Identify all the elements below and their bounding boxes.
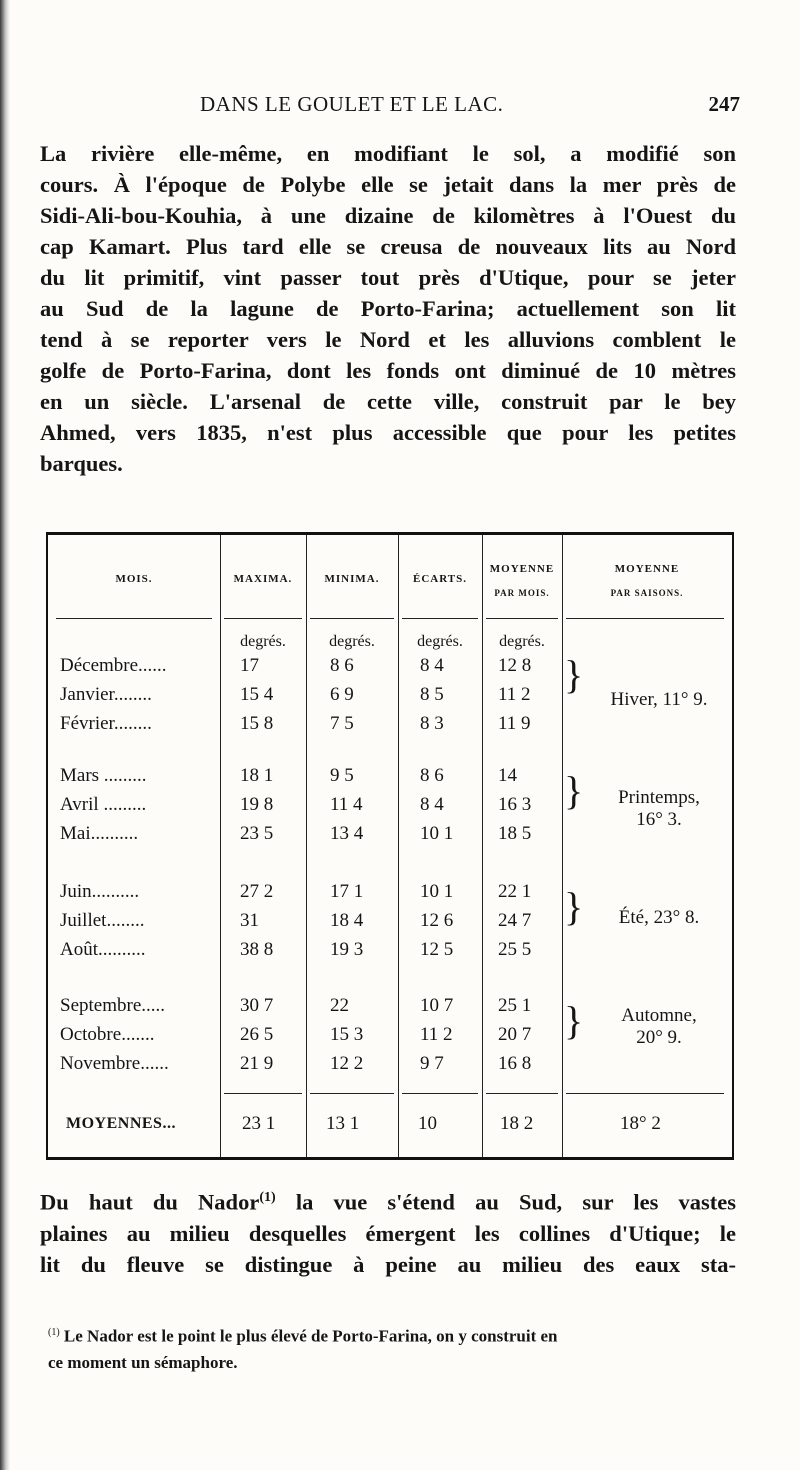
- header-rule: [310, 618, 394, 619]
- cell-max: 23 5: [240, 823, 274, 844]
- cell-max: 31: [240, 910, 259, 931]
- cell-max: 30 7: [240, 995, 274, 1016]
- header-rule: [402, 618, 478, 619]
- cell-max: 15 4: [240, 684, 274, 705]
- cell-min: 18 4: [330, 910, 364, 931]
- cell-ecart: 8 6: [420, 765, 444, 786]
- cell-moy: 11 9: [498, 713, 531, 734]
- page-header: [200, 92, 740, 122]
- header-ecarts: ÉCARTS.: [413, 573, 467, 585]
- total-rule: [224, 1093, 302, 1094]
- month-label: Janvier........: [60, 684, 152, 705]
- total-rule: [402, 1093, 478, 1094]
- text-line: en un siècle. L'arsenal de cette ville, construit par le bey: [40, 389, 736, 414]
- season-autumn: [594, 1005, 724, 1049]
- total-rule: [486, 1093, 558, 1094]
- cell-moy: 20 7: [498, 1024, 532, 1045]
- header-moyenne-saisons: MOYENNE: [614, 563, 680, 575]
- cell-ecart: 10 1: [420, 881, 454, 902]
- column-rule: [562, 535, 563, 1157]
- cell-moy: 16 8: [498, 1053, 532, 1074]
- cell-max: 17: [240, 655, 259, 676]
- month-label: Juin..........: [60, 881, 140, 902]
- column-rule: [398, 535, 399, 1157]
- month-label: Juillet........: [60, 910, 145, 931]
- cell-min: 11 4: [330, 794, 363, 815]
- avg-ecart: 10: [418, 1113, 437, 1134]
- header-minima: MINIMA.: [324, 573, 380, 585]
- page-number: 247: [708, 92, 740, 116]
- cell-max: 26 5: [240, 1024, 274, 1045]
- unit-label: degrés.: [417, 633, 463, 650]
- month-label: Décembre......: [60, 655, 167, 676]
- season-spring: [594, 787, 724, 831]
- footnote: [48, 1320, 738, 1376]
- cell-min: 13 4: [330, 823, 364, 844]
- season-label: Printemps,: [618, 787, 700, 808]
- cell-ecart: 8 3: [420, 713, 444, 734]
- cell-min: 22: [330, 995, 349, 1016]
- month-label: Août..........: [60, 939, 146, 960]
- unit-label: degrés.: [329, 633, 375, 650]
- avg-season: 18° 2: [620, 1113, 661, 1134]
- header-rule: [486, 618, 558, 619]
- cell-ecart: 8 5: [420, 684, 444, 705]
- footnote-call: (1): [259, 1190, 276, 1205]
- text-line: tend à se reporter vers le Nord et les alluvions comblent le: [40, 327, 736, 352]
- cell-max: 18 1: [240, 765, 274, 786]
- month-label: Mars .........: [60, 765, 147, 786]
- cell-ecart: 11 2: [420, 1024, 453, 1045]
- paragraph-2: [40, 1182, 736, 1280]
- unit-label: degrés.: [499, 633, 545, 650]
- footnote-line-2: ce moment un sémaphore.: [48, 1352, 238, 1372]
- text-fragment: Du haut du Nador: [40, 1189, 260, 1215]
- text-line: [40, 1182, 736, 1218]
- avg-max: 23 1: [242, 1113, 276, 1134]
- header-maxima: MAXIMA.: [233, 573, 293, 585]
- text-line: au Sud de la lagune de Porto-Farina; actuellement son lit: [40, 296, 736, 321]
- footnote-line-1: [48, 1320, 738, 1350]
- cell-min: 12 2: [330, 1053, 364, 1074]
- cell-moy: 14: [498, 765, 517, 786]
- cell-max: 15 8: [240, 713, 274, 734]
- season-winter: [594, 689, 724, 711]
- month-label: Mai..........: [60, 823, 139, 844]
- cell-moy: 25 1: [498, 995, 532, 1016]
- cell-min: 6 9: [330, 684, 354, 705]
- text-fragment: la vue s'étend au Sud, sur les vastes: [295, 1189, 737, 1215]
- season-value: 20° 9.: [636, 1027, 682, 1048]
- month-label: Février........: [60, 713, 152, 734]
- cell-max: 38 8: [240, 939, 274, 960]
- season-summer: [594, 907, 724, 929]
- text-line: du lit primitif, vint passer tout près d'Utique, pour se jeter: [40, 265, 736, 290]
- cell-moy: 16 3: [498, 794, 532, 815]
- brace: }: [564, 998, 584, 1043]
- header-rule: [224, 618, 302, 619]
- season-label: Hiver, 11° 9.: [610, 689, 708, 710]
- header-moyenne-mois-sub: PAR MOIS.: [494, 588, 550, 598]
- cell-ecart: 10 1: [420, 823, 454, 844]
- cell-ecart: 12 5: [420, 939, 454, 960]
- month-label: Octobre.......: [60, 1024, 155, 1045]
- cell-ecart: 12 6: [420, 910, 454, 931]
- cell-ecart: 8 4: [420, 655, 444, 676]
- cell-max: 21 9: [240, 1053, 274, 1074]
- text-line: golfe de Porto-Farina, dont les fonds ont diminué de 10 mètres: [40, 358, 736, 383]
- cell-moy: 25 5: [498, 939, 532, 960]
- temperature-table: [46, 532, 734, 1160]
- scan-edge: [0, 0, 10, 1470]
- cell-min: 17 1: [330, 881, 364, 902]
- column-rule: [306, 535, 307, 1157]
- cell-max: 27 2: [240, 881, 274, 902]
- running-head: DANS LE GOULET ET LE LAC.: [200, 92, 504, 116]
- cell-min: 19 3: [330, 939, 364, 960]
- avg-moy: 18 2: [500, 1113, 534, 1134]
- cell-ecart: 9 7: [420, 1053, 444, 1074]
- unit-label: degrés.: [240, 633, 286, 650]
- cell-ecart: 8 4: [420, 794, 444, 815]
- cell-min: 15 3: [330, 1024, 364, 1045]
- total-rule: [566, 1093, 724, 1094]
- footnote-mark: (1): [48, 1327, 60, 1338]
- cell-moy: 22 1: [498, 881, 532, 902]
- cell-moy: 12 8: [498, 655, 532, 676]
- paragraph-1: [40, 138, 736, 479]
- brace: }: [564, 652, 584, 697]
- header-mois: MOIS.: [115, 573, 153, 585]
- averages-label: MOYENNES...: [66, 1115, 176, 1132]
- cell-ecart: 10 7: [420, 995, 454, 1016]
- cell-moy: 24 7: [498, 910, 532, 931]
- footnote-text: Le Nador est le point le plus élevé de Porto-Farina, on y construit en: [63, 1326, 558, 1346]
- text-line: plaines au milieu desquelles émergent les collines d'Utique; le: [40, 1220, 736, 1246]
- header-moyenne-saisons-sub: PAR SAISONS.: [610, 588, 684, 598]
- season-label: Été, 23° 8.: [618, 907, 700, 928]
- total-rule: [310, 1093, 394, 1094]
- cell-min: 7 5: [330, 713, 354, 734]
- cell-min: 8 6: [330, 655, 354, 676]
- text-line: Ahmed, vers 1835, n'est plus accessible que pour les petites: [40, 420, 736, 445]
- cell-max: 19 8: [240, 794, 274, 815]
- cell-min: 9 5: [330, 765, 354, 786]
- avg-min: 13 1: [326, 1113, 360, 1134]
- cell-moy: 18 5: [498, 823, 532, 844]
- header-rule: [566, 618, 724, 619]
- text-line: La rivière elle-même, en modifiant le sol, a modifié son: [40, 141, 736, 166]
- text-line: cours. À l'époque de Polybe elle se jetait dans la mer près de: [40, 172, 736, 197]
- text-line: cap Kamart. Plus tard elle se creusa de nouveaux lits au Nord: [40, 234, 736, 259]
- header-rule: [56, 618, 212, 619]
- season-label: Automne,: [621, 1005, 697, 1026]
- month-label: Septembre.....: [60, 995, 166, 1016]
- text-line: barques.: [40, 451, 123, 476]
- cell-moy: 11 2: [498, 684, 531, 705]
- brace: }: [564, 768, 584, 813]
- text-line: Sidi-Ali-bou-Kouhia, à une dizaine de kilomètres à l'Ouest du: [40, 203, 736, 228]
- season-value: 16° 3.: [636, 809, 682, 830]
- column-rule: [220, 535, 221, 1157]
- column-rule: [482, 535, 483, 1157]
- brace: }: [564, 884, 584, 929]
- header-moyenne-mois: MOYENNE: [489, 563, 555, 575]
- month-label: Novembre......: [60, 1053, 169, 1074]
- text-line: lit du fleuve se distingue à peine au milieu des eaux sta-: [40, 1251, 736, 1277]
- month-label: Avril .........: [60, 794, 147, 815]
